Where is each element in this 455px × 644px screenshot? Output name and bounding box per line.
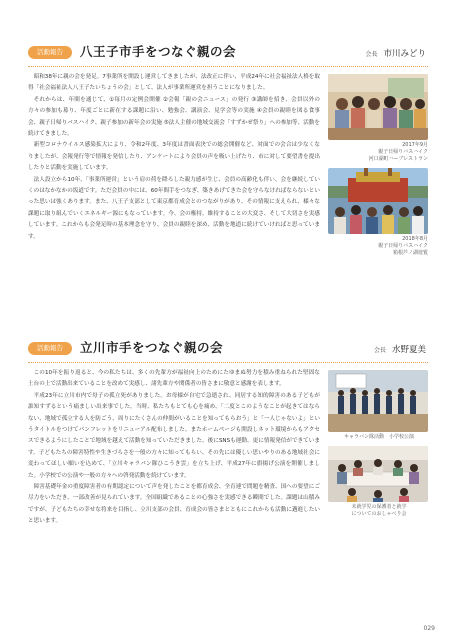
paragraph: この10年を振り返ると、今の私たちは、多くの先輩方が福祉向上のためにたゆまぬ努力を積み重ねられた堅固な土台の上で活動出来ていることを改めて実感し、諸先輩方や関係者の皆さまに敬意と感謝を表します。 (28, 370, 320, 388)
author-name: 市川みどり (383, 49, 426, 59)
article-body (28, 368, 320, 528)
section-hachioji (28, 42, 428, 256)
paragraph: 法人設立から10年、「事業所運営」という肩の荷を降ろした親力感が生じ、会員の高齢化も伴い、会を継続していくのはなかなかの坂道です。ただ会員の中には、60年間手をつなぎ、築きあげてきた会を守らなければならないといった思いは強くあります。また、八王子支部として東京都育成会とのつながりがあり、その情報に支えられ、様々な課題に取り組んでいくエネルギー源にもなっています。今、会の権持、維持することの大変さ、そして大切さを実感しています。これからも会発足時の基本理念を守り、会員の親睦を深め、活動を地道に続けていければと思っています。 (28, 176, 320, 240)
author (365, 47, 426, 59)
dotted-divider (28, 66, 428, 67)
author-role: 会長 (365, 51, 378, 58)
dotted-divider (28, 362, 428, 363)
paragraph: 平成23年に立川市内で母子の孤立死がありました。お母様が自宅で急逝され、同居する知的障害のある子どもが誰知すずるという痛ましい出来事でした。当時、私たちもとても心を痛め、「二度とこのようなことが起きてはならない、地域で孤立する人を防ごう、周りにたくさんの仲間がいることを知ってもらおう」と「一人じゃないよ」というタイトルをつけてパンフレットをリニューアル配布しました。またホームページも開設しネット環境からもアクセスできるようにしたことで地域を越えて活動を知っていただきました。後にSNSも運動、更に情報発信ができています。子どもたちの障害特性や生きづらさを一般の方々に知ってもらい、その先には優しい思いやりのある地域社会に変わってほしい願いを込めて、「立川キャラバン隊ひこうき雲」を立ち上げ、平成27年に旗揚げ公演を開催しました。小学校での公演や一般の方々への啓発活動を続けています。 (28, 392, 320, 479)
section-header (28, 42, 428, 66)
photo-lake-cruise (328, 168, 428, 234)
section-tachikawa (28, 338, 428, 525)
paragraph: 昭和38年に親の会を発足。7事業所を開設し運営してきましたが、法改正に伴い、平成24年に社会福祉法人格を取得「社会福祉法人八王子たいちょうの会」として、法人が事業所運営を担うことになりました。 (28, 74, 320, 92)
section-header (28, 338, 428, 362)
author-role: 会長 (373, 347, 386, 354)
photo-parent-meeting (328, 446, 428, 502)
photo-caption: 2017年9月 親子日帰りバスハイク 河口湖町ハーブレストラン (368, 142, 428, 162)
photo-school-performance (328, 370, 428, 432)
photo-caption: 未就学児の保護者と就学 についてのおしゃべり会 (351, 504, 407, 517)
activity-report-tag: 活動報告 (28, 46, 72, 59)
photo-caption: キャラバン隊活動 小学校公演 (343, 434, 414, 440)
paragraph: 障害基礎年金の重度障害者の有期認定について声を発したことを都育成会、全育連で問題を精査、国への要望にご尽力をいただき、一部改善が見られています。全国組織であることの心強さを実感できる瞬間でした。課題は山積みですが、子どもたちの幸せな将来を目指し、立川支部の会員、育成会の皆さまとともにこれからも活動に邁進したいと思います。 (28, 484, 320, 525)
article-body (28, 72, 320, 243)
photo-caption: 2018年8月 親子日帰りバスハイク 箱根芦ノ湖遊覧 (378, 236, 428, 256)
paragraph: 新型コロナウイルス感染拡大により、令和2年度、3年度は書面表決での総会開催など、対面での会合は少なくなりましたが、会報発行等で情報を発信したり、アンケートにより会員の声を吸い上げたり、市に対して要望書を提出したりと活動を実施しています。 (28, 142, 320, 172)
page-number: 029 (423, 625, 435, 632)
photo-group-restaurant (328, 74, 428, 140)
activity-report-tag: 活動報告 (28, 342, 72, 355)
paragraph: それからは、年間を通じて、①毎月の定例会開催 ②会報「親の会ニュース」の発行 ③講師を招き、会員以外の方々の参加も募り、年度ごとに新在する課題に沿い、勉強会、講演会、見学会等の実施 ④会員の親睦を図る食事会、親子日帰りバスハイク、親子参加の新年会の実施 ⑤法人主催の地域交流会「すずかぜ祭り」への参加等、活動を続けてきました。 (28, 96, 320, 138)
author-name: 水野夏美 (391, 345, 426, 355)
section-title: 八王子市手をつなぐ親の会 (80, 44, 237, 59)
section-title: 立川市手をつなぐ親の会 (80, 340, 224, 355)
author (374, 343, 426, 355)
